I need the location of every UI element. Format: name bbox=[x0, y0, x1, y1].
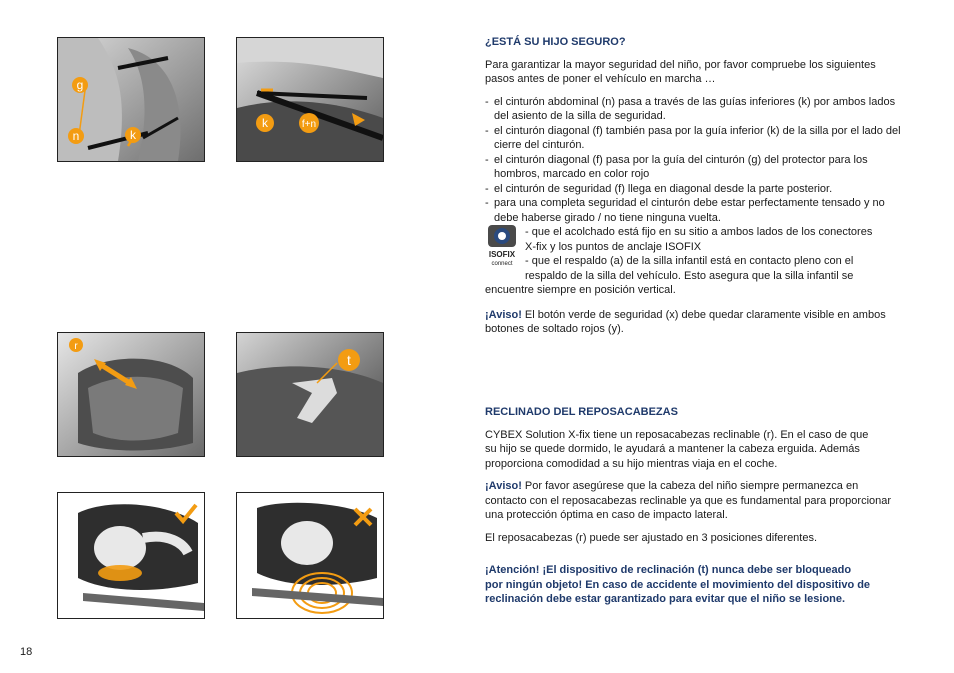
list-item: - para una completa seguridad el cinturón debe estar perfectamente tensado y no debe haberse girado / no tiene ninguna vuelta. bbox=[485, 196, 920, 225]
label-r: r bbox=[74, 341, 78, 352]
belt-guides-illustration bbox=[58, 38, 204, 161]
section-title-headrest: RECLINADO DEL REPOSACABEZAS bbox=[485, 406, 678, 418]
figure-belt-guides bbox=[57, 37, 205, 162]
list-item: - el cinturón de seguridad (f) llega en diagonal desde la parte posterior. bbox=[485, 182, 920, 197]
figure-head-position-incorrect bbox=[236, 492, 384, 619]
list-item: - el cinturón abdominal (n) pasa a través de las guías inferiores (k) por ambos lados del asiento de la silla de seguridad. bbox=[485, 95, 920, 124]
figure-head-position-correct bbox=[57, 492, 205, 619]
isofix-block bbox=[485, 225, 920, 298]
aviso-paragraph-2: ¡Aviso! Por favor asegúrese que la cabeza del niño siempre permanezca en contacto con el reposacabezas reclinable ya que es fundamental para proporcionar una protección óptima en caso de impacto lateral. bbox=[485, 480, 892, 521]
label-f-plus-n: f+n bbox=[301, 119, 317, 130]
positions-paragraph: El reposacabezas (r) puede ser ajustado en 3 posiciones diferentes. bbox=[485, 531, 818, 544]
aviso-paragraph-1: ¡Aviso! El botón verde de seguridad (x) debe quedar claramente visible en ambos botones de soltado rojos (y). bbox=[485, 308, 886, 335]
list-item: - el cinturón diagonal (f) también pasa por la guía inferior (k) de la silla por el lado del cierre del cinturón. bbox=[485, 124, 920, 153]
label-g: g bbox=[76, 78, 84, 92]
figure-headrest-reclining bbox=[57, 332, 205, 457]
label-k: k bbox=[130, 128, 136, 142]
label-n: n bbox=[72, 129, 80, 143]
label-t: t bbox=[347, 352, 351, 368]
headrest-illustration bbox=[58, 333, 204, 456]
headrest-paragraph: CYBEX Solution X-fix tiene un reposacabezas reclinable (r). En el caso de que su hijo se quede dormido, le ayudará a mantener la cabeza erguida. Además proporciona comodidad a su hijo mientras viaja en el coche. bbox=[485, 428, 869, 470]
recline-device-illustration bbox=[237, 333, 383, 456]
section-title-safety: ¿ESTÁ SU HIJO SEGURO? bbox=[485, 36, 626, 48]
page-number: 18 bbox=[20, 646, 33, 658]
warning-paragraph: ¡Atención! ¡El dispositivo de reclinación (t) nunca debe ser bloqueado por ningún objeto! En caso de accidente el movimiento del dispositivo de reclinación debe estar garantizado para evitar que el niño se lesione. bbox=[485, 564, 871, 605]
isofix-connect-logo bbox=[485, 225, 519, 267]
label-k: k bbox=[262, 116, 268, 130]
isofix-logo-title: ISOFIX bbox=[488, 250, 516, 259]
isofix-text: - que el acolchado está fijo en su sitio a ambos lados de los conectores X-fix y los puntos de anclaje ISOFIX - que el respaldo (a) de la silla infantil está en contacto pleno con el respaldo de la silla del vehículo. Esto asegura que la silla infantil se bbox=[525, 226, 873, 282]
belt-guide-k-illustration bbox=[237, 38, 383, 161]
figure-belt-guide-k bbox=[236, 37, 384, 162]
isofix-text-last-line: encuentre siempre en posición vertical. bbox=[485, 284, 676, 296]
figure-recline-device bbox=[236, 332, 384, 457]
head-incorrect-illustration bbox=[237, 493, 383, 618]
section-headrest-reclining bbox=[485, 405, 920, 607]
list-item: - el cinturón diagonal (f) pasa por la guía del cinturón (g) del protector para los hombros, marcado en color rojo bbox=[485, 153, 920, 182]
head-correct-illustration bbox=[58, 493, 204, 618]
safety-checklist bbox=[485, 95, 920, 226]
isofix-logo-sub: connect bbox=[491, 261, 513, 267]
intro-paragraph: Para garantizar la mayor seguridad del niño, por favor compruebe los siguientes pasos antes de poner el vehículo en marcha … bbox=[485, 58, 876, 85]
section-safety-check bbox=[485, 35, 920, 337]
